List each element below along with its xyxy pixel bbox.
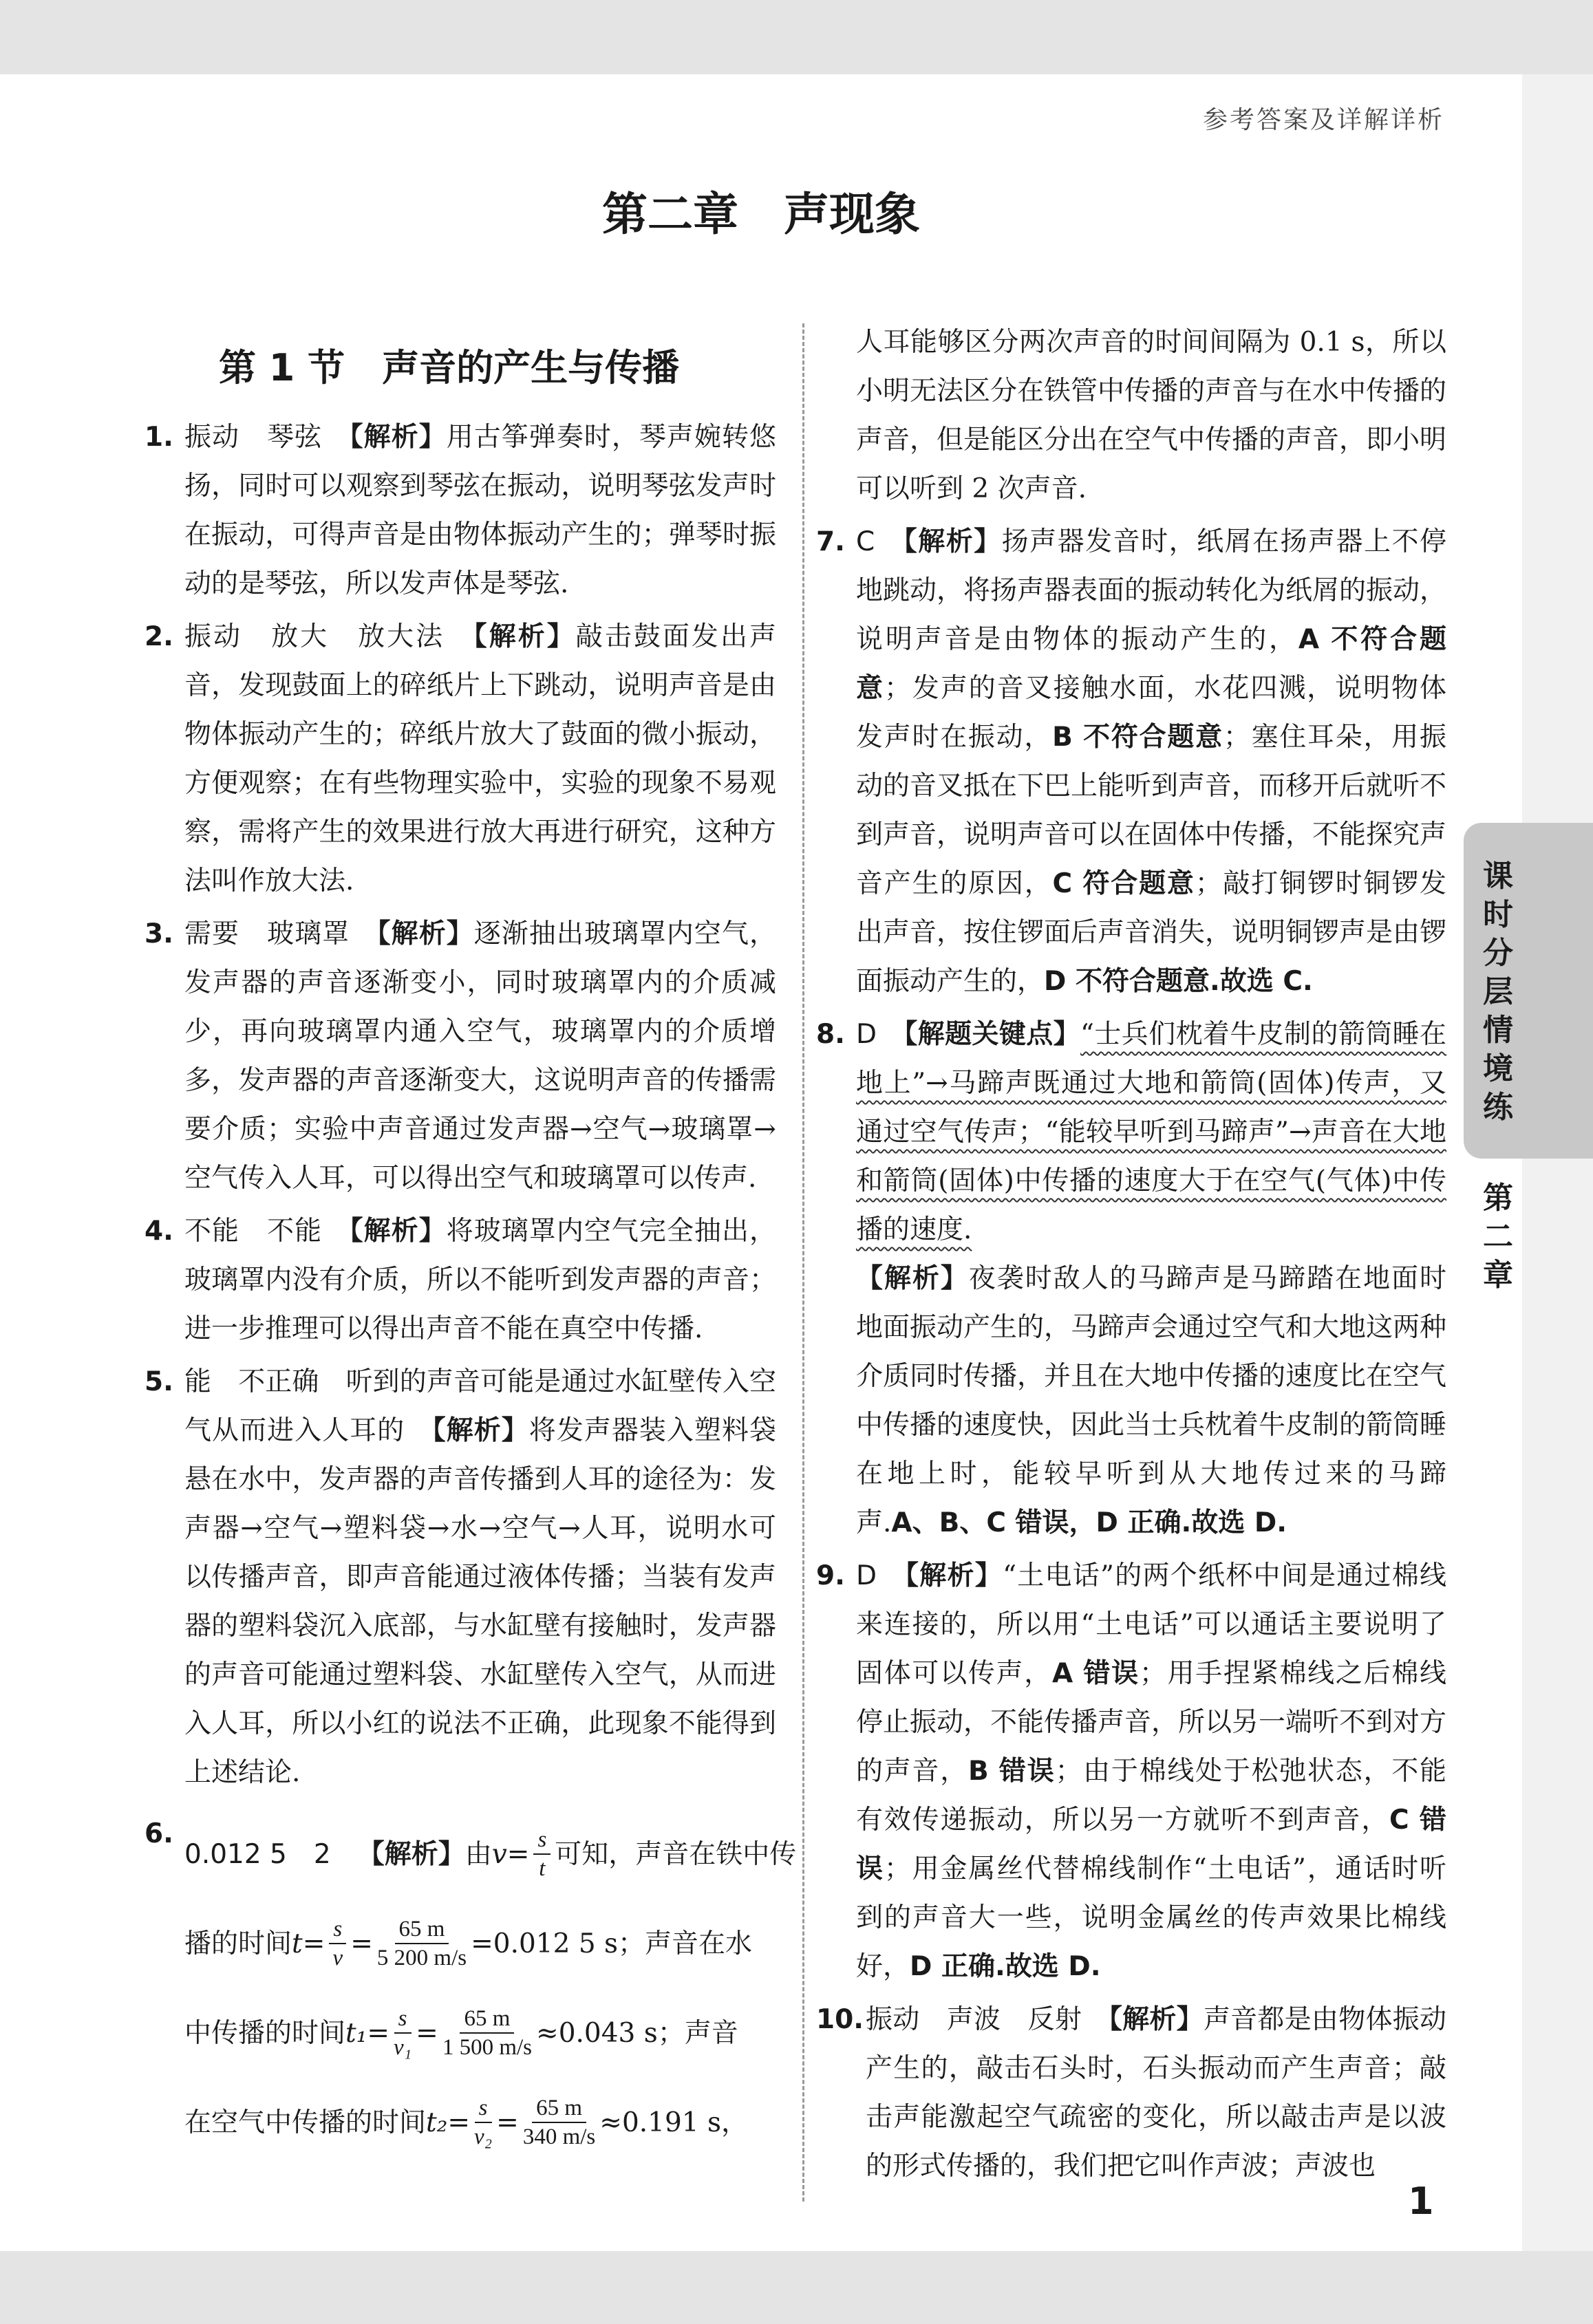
text-run: 在空气中传播的时间 [184, 2107, 427, 2138]
item-answer: D [856, 1560, 906, 1591]
equals-sign: = [496, 2107, 519, 2138]
item-answer: 振动 琴弦 [184, 422, 350, 453]
chapter-title [0, 177, 1522, 243]
item-number: 4. [145, 1216, 173, 1247]
side-chapter-label: 第二章 [1483, 1181, 1513, 1293]
item-answer: 振动 放大 放大法 [184, 621, 474, 652]
text-run: ≈0.191 s， [599, 2107, 749, 2138]
verdict-a: A 错误 [1051, 1658, 1140, 1689]
analysis-tag: 【解析】 [904, 526, 1002, 557]
frac-den: 340 m/s [522, 2124, 596, 2149]
answer-item-3 [145, 910, 776, 1203]
item-number: 9. [816, 1560, 845, 1591]
item-explanation: 声音都是由物体振动产生的，敲击石头时，石头振动而产生声音；敲击声能激起空气疏密的变化，所以敲击声是以波的形式传播的，我们把它叫作声波；声波也 [866, 2004, 1446, 2182]
answer-item-1 [145, 413, 776, 608]
text-run: ≈0.043 s；声音 [536, 2017, 738, 2049]
analysis-tag: 【解析】 [377, 918, 474, 949]
frac-den: 1 500 m/s [442, 2035, 533, 2060]
formula-line-2 [184, 1899, 776, 1988]
formula-line-4 [184, 2078, 776, 2167]
text-run: 中传播的时间 [184, 2017, 346, 2049]
text-run: ；发声的音叉接触水面，水花四溅，说明物体发声时在振动， [856, 673, 1446, 753]
text-run: 由 [464, 1838, 492, 1870]
right-margin [1522, 74, 1593, 2251]
frac-den: 5 200 m/s [376, 1946, 467, 1970]
frac-num: 65 m [532, 2094, 586, 2123]
item-number: 7. [816, 526, 845, 557]
item-explanation: 用古筝弹奏时，琴声婉转悠扬，同时可以观察到琴弦在振动，说明琴弦发声时在振动，可得声音是由物体振动产生的；弹琴时振动的是琴弦，所以发声体是琴弦. [184, 422, 776, 599]
formula-line-1 [184, 1809, 797, 1899]
item-number: 3. [145, 918, 173, 949]
verdict-a: A 不符合题意 [856, 624, 1446, 704]
frac-num: s [329, 1915, 346, 1944]
right-column [816, 318, 1446, 2195]
item-number: 1. [145, 422, 173, 453]
equals-sign: = [350, 1928, 373, 1959]
equals-sign: = [302, 1928, 325, 1959]
fraction-s-over-v2 [474, 2094, 492, 2151]
chapter-number: 第二章 [602, 188, 738, 241]
frac-num: s [394, 2005, 411, 2034]
item-number: 2. [145, 621, 173, 652]
frac-den: v [332, 1946, 343, 1970]
text-run: 扬声器发音时，纸屑在扬声器上不停地跳动，将扬声器表面的振动转化为纸屑的振动，说明声音是由物体的振动产生的， [856, 526, 1447, 655]
equals-sign: = [416, 2017, 438, 2049]
equals-sign: = [367, 2017, 390, 2049]
item-number: 8. [816, 1019, 845, 1050]
fraction-s-over-v1 [394, 2005, 411, 2061]
fraction-air [523, 2094, 595, 2151]
text-run: =0.012 5 s；声音在水 [471, 1928, 753, 1959]
frac-den: v₂ [474, 2124, 493, 2149]
equals-sign: = [506, 1838, 530, 1870]
answer-item-5 [145, 1357, 776, 1797]
item-answer: D [856, 1019, 904, 1050]
answer-item-2 [145, 612, 776, 905]
fraction-water [442, 2005, 532, 2061]
item-answer: 0.012 5 2 [184, 1838, 358, 1870]
fraction-iron [377, 1915, 467, 1972]
text-run: ；用手捏紧棉线之后棉线停止振动，不能传播声音，所以另一端听不到对方的声音， [856, 1658, 1447, 1787]
item-explanation: 夜袭时敌人的马蹄声是马蹄踏在地面时地面振动产生的，马蹄声会通过空气和大地这两种介质同时传播，并且在大地中传播的速度比在空气中传播的速度快，因此当士兵枕着牛皮制的箭筒睡在地上时，能较早听到从大地传过来的马蹄声. [856, 1263, 1447, 1538]
verdict-c: C 错误 [856, 1805, 1446, 1884]
item-answer: 能 不正确 听到的声音可能是通过水缸壁传入空气从而进入人耳的 [184, 1366, 776, 1446]
text-run: 播的时间 [184, 1928, 292, 1959]
section-title: 第 1 节 声音的产生与传播 [219, 346, 680, 389]
frac-num: 65 m [460, 2005, 514, 2034]
answer-item-4 [145, 1207, 776, 1353]
fraction-s-over-t [533, 1826, 550, 1882]
text-run: “土电话”的两个纸杯中间是通过棉线来连接的，所以用“土电话”可以通话主要说明了固体可以传声， [856, 1560, 1446, 1689]
chapter-name: 声现象 [784, 188, 920, 241]
analysis-tag: 【解析】 [1109, 2004, 1204, 2035]
var-t: t [292, 1928, 303, 1959]
frac-num: 65 m [395, 1915, 449, 1944]
text-run: 可知，声音在铁中传 [555, 1838, 797, 1870]
item-explanation: 逐渐抽出玻璃罩内空气，发声器的声音逐渐变小，同时玻璃罩内的介质减少，再向玻璃罩内通入空气，玻璃罩内的介质增多，发声器的声音逐渐变大，这说明声音的传播需要介质；实验中声音通过发声器→空气→玻璃罩→空气传入人耳，可以得出空气和玻璃罩可以传声. [184, 918, 776, 1194]
column-divider [802, 323, 804, 2202]
frac-den: t [539, 1856, 546, 1881]
answer-item-6 [145, 1809, 797, 2167]
analysis-tag: 【解析】 [473, 621, 576, 652]
frac-den: v₁ [394, 2035, 412, 2060]
fraction-s-over-v [329, 1915, 346, 1972]
side-tab-label: 课时分层情境练 [1483, 859, 1513, 1125]
analysis-tag: 【解析】 [856, 1263, 969, 1294]
running-header: 参考答案及详解详析 [1202, 106, 1444, 134]
analysis-tag: 【解析】 [432, 1415, 529, 1446]
analysis-tag: 【解析】 [357, 1838, 465, 1870]
key-point-text: “士兵们枕着牛皮制的箭筒睡在地上”→马蹄声既通过大地和箭筒(固体)传声，又通过空气传声；“能较早听到马蹄声”→声音在大地和箭筒(固体)中传播的速度大于在空气(气体)中传播的速度. [856, 1019, 1446, 1245]
var-t1: t₁ [345, 2017, 367, 2049]
verdict-d: D 正确.故选 D. [910, 1951, 1101, 1982]
page-number: 1 [1408, 2180, 1434, 2223]
text-run: ；塞住耳朵，用振动的音叉抵在下巴上能听到声音，而移开后就听不到声音，说明声音可以在固体中传播，不能探究声音产生的原因， [856, 722, 1447, 899]
formula-line-3 [184, 1988, 776, 2078]
answer-item-6-continued: 人耳能够区分两次声音的时间间隔为 0.1 s，所以小明无法区分在铁管中传播的声音与在水中传播的声音，但是能区分出在空气中传播的声音，即小明可以听到 2 次声音. [856, 327, 1447, 504]
equals-sign: = [447, 2107, 471, 2138]
answer-item-10 [816, 1995, 1446, 2191]
verdict-b: B 不符合题意 [1052, 722, 1223, 753]
item-number: 5. [145, 1366, 173, 1397]
item-explanation: 将发声器装入塑料袋悬在水中，发声器的声音传播到人耳的途径为：发声器→空气→塑料袋→水→空气→人耳，说明水可以传播声音，即声音能通过液体传播；当装有发声器的塑料袋沉入底部，与水缸壁有接触时，发声器的声音可能通过塑料袋、水缸壁传入空气，从而进入人耳，所以小红的说法不正确，此现象不能得到上述结论. [184, 1415, 776, 1788]
answer-item-8 [816, 1010, 1446, 1547]
text-run: ；由于棉线处于松弛状态，不能有效传递振动，所以另一方就听不到声音， [856, 1756, 1446, 1836]
item-explanation: 敲击鼓面发出声音，发现鼓面上的碎纸片上下跳动，说明声音是由物体振动产生的；碎纸片放大了鼓面的微小振动，方便观察；在有些物理实验中，实验的现象不易观察，需将产生的效果进行放大再进行研究，这种方法叫作放大法. [184, 621, 776, 896]
verdict-d: D 不符合题意.故选 C. [1044, 966, 1313, 997]
frac-num: s [533, 1826, 550, 1855]
item-answer: C [856, 526, 904, 557]
verdict-c: C 符合题意 [1052, 868, 1195, 899]
item-answer: 振动 声波 反射 [866, 2004, 1109, 2035]
item-number: 10. [816, 2004, 864, 2035]
answer-item-7 [816, 517, 1446, 1006]
analysis-tag: 【解析】 [350, 1216, 447, 1247]
text-run: ；敲打铜锣时铜锣发出声音，按住锣面后声音消失，说明铜锣声是由锣面振动产生的， [856, 868, 1447, 997]
item-answer: 不能 不能 [184, 1216, 350, 1247]
text-run: ；用金属丝代替棉线制作“土电话”，通话时听到的声音大一些，说明金属丝的传声效果比棉线好， [856, 1853, 1446, 1982]
item-number: 6. [145, 1818, 173, 1849]
answer-item-9 [816, 1551, 1446, 1991]
item-explanation: 将玻璃罩内空气完全抽出，玻璃罩内没有介质，所以不能听到发声器的声音；进一步推理可以得出声音不能在真空中传播. [184, 1216, 776, 1344]
left-column [145, 413, 797, 2171]
var-v: v [491, 1838, 507, 1870]
item-answer: 需要 玻璃罩 [184, 918, 378, 949]
var-t2: t₂ [426, 2107, 448, 2138]
verdict: A、B、C 错误，D 正确.故选 D. [891, 1507, 1287, 1538]
analysis-tag: 【解析】 [905, 1560, 1003, 1591]
frac-num: s [475, 2094, 492, 2123]
verdict-b: B 错误 [967, 1756, 1056, 1787]
analysis-tag: 【解析】 [350, 422, 447, 453]
key-point-tag: 【解题关键点】 [904, 1019, 1081, 1050]
